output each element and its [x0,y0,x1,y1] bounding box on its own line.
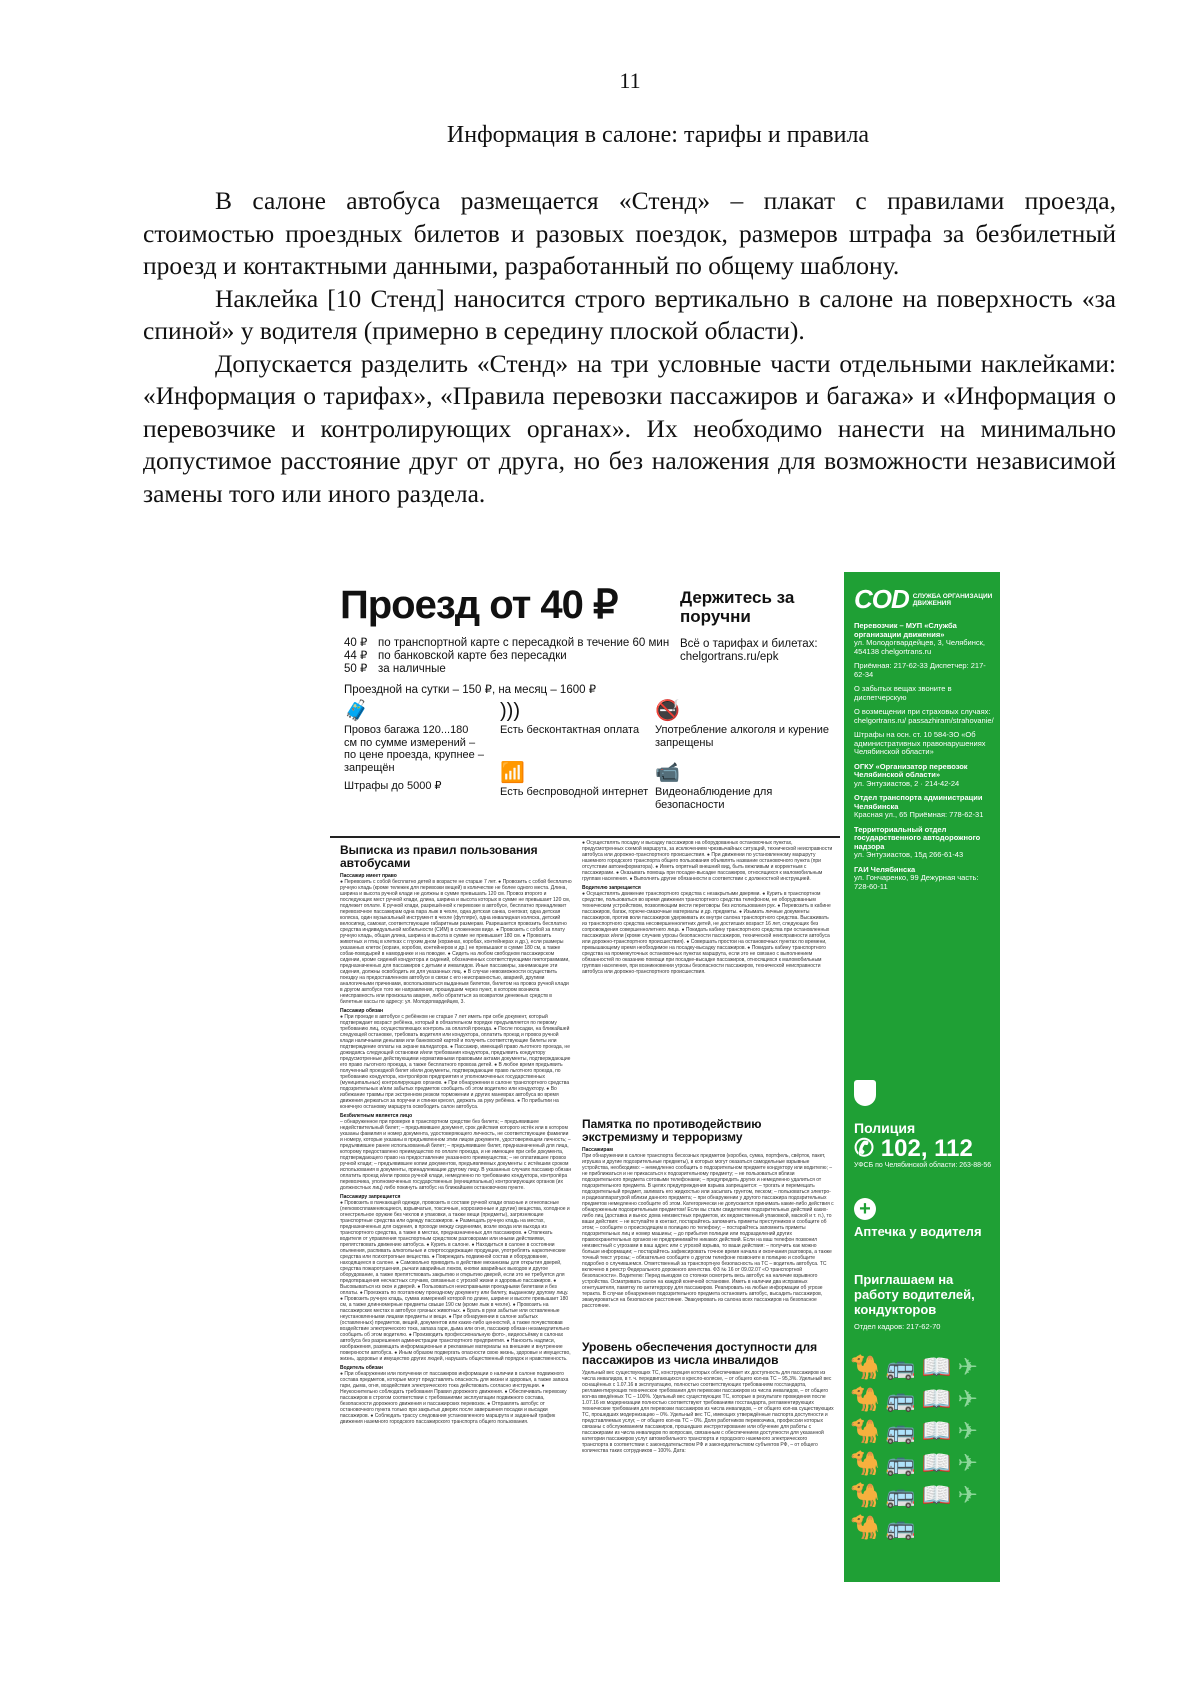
tariff-price: 44 ₽ [344,650,368,662]
paragraph: В салоне автобуса размещается «Стенд» – плакат с правилами проезда, стоимостью проездных билетов и разовых поездок, размеров штрафа за безбилетный проезд и контактными данными, разработанный по общему шаблону. [143,186,1116,280]
extremism-subhead: Пассажирам [582,1147,613,1153]
camera-icon: 📹 [655,762,680,784]
rules-text: ● При проезде в автобусе с ребёнком не старше 7 лет иметь при себе документ, который подтверждает возраст ребёнка, который в обязательном порядке предъявляется по первому требованию лиц, осуществляющих контроль за оплатой проезда. ● После посадки, на ближайшей следующей остановке, требовать водителя или кондуктора, оплатить проезд и провоз ручной клади наличными деньгами или банковской картой и получить соответствующие билеты или подтверждение оплаты на экране валидатора. ● Пассажир, имеющий право льготного проезда, не дожидаясь следующей остановки и/или требования кондуктора, предъявить кондуктору предусмотренные действующими нормативными правовыми актами документы, подтверждающие его право льготного проезда, а также бесплатного провоза детей. ● В любое время предъявить полученный проездной билет и/или документы, подтверждающие право льготного проезда, по требованию кондуктора, контролёров предприятия и уполномоченных государственных (муниципальных) контролирующих органов. ● При обнаружении в салоне транспортного средства подозрительных и/или забытых предметов сообщить об этом водителю или кондуктору. ● Во избежание травмы при экстренном резком торможении и других маневрах автобуса во время движения держаться за поручни и спинки кресел, держать за руку ребёнка. ● По прибытии на конечную остановку маршрута освободить салон автобуса. [340,1014,571,1110]
gai-address: ул. Гончаренко, 99 Дежурная часть: 728-60-11 [854,873,979,891]
wifi-text: Есть беспроводной интернет [500,786,649,798]
poster-image [330,572,1000,1582]
luggage-block [344,700,484,793]
body-text [143,185,1116,510]
tariff-price: 40 ₽ [344,637,368,649]
extremism-text: При обнаружении в салоне транспорта бесхозных предметов (коробка, сумка, портфель, свёрток, пакет, игрушка и другие подозрительные предметы), в которых могут оказаться самодельные взрывные устройства, необходимо: – немедленно сообщить о подозрительном предмете кондуктору или водителю; – не приближаться и не прикасаться к подозрительному предмету; – не пользоваться вблизи подозрительного предмета сотовыми телефонами; – предупредить других и немедленно удалиться от подозрительного предмета. В целях предупреждения взрыва запрещается: – трогать и перемещать подозрительный предмет, заливать его жидкостью или засыпать грунтом, песком; – пользоваться электро- и радиоаппаратурой вблизи данного предмета; – при обнаружении у другого пассажира подозрительных предметов немедленно сообщите об этом. Категорически не допускается принимать какие-либо действия с обнаруженным подозрительным предметом! Если вы стали свидетелем подозрительных действий каких-либо лиц (доставка и вынос дома неизвестных предметов, их ведомственный упаковкой, маской и т. п.), то ваши действия: – не вступайте в контакт, постарайтесь запомнить приметы преступников и сообщите об этом; – сообщите о происходящем в полицию по телефону; – постарайтесь запомнить приметы подозрительных лиц и номер машины; – до прибытия полиции или подразделений других правоохранительных органов не предпринимайте никаких действий. Если на ваш телефон позвонил неизвестный с угрозами в ваш адрес или с угрозой взрыва, то ваши действия: – получить как можно больше информации; – постарайтесь зафиксировать точное время начала и окончания разговора, а также точный текст угрозы; – обязательно сообщите о другом телефоне позвоните в полицию и сообщите подробно о случившемся. Ответственный за транспортную безопасность на ТС – водитель автобуса. ТС включено в реестр Федерального дорожного агентства. ФЗ № 16 от 09.02.07 «О транспортной безопасности». Водителю: Перед выездом со стоянки осмотреть весь автобус на наличие взрывного устройства. Осматривать салон на каждой конечной остановке. Иметь в наличии два исправных огнетушителя, памятку по антитеррору для пассажиров. Реагировать на любые информации об угрозе теракта. В случае обнаружения подозрительного предмета остановить автобус, высадить пассажиров, эвакуироваться на безопасное расстояние. Эвакуировать из салона всех пассажиров на безопасное расстояние. [582,1153,834,1309]
fines-text: Штрафы до 5000 ₽ [344,780,442,792]
logo-subtitle: СЛУЖБА ОРГАНИЗАЦИИ ДВИЖЕНИЯ [912,592,993,607]
divider [330,836,840,838]
accessibility-title: Уровень обеспечения доступности для пассажиров из числа инвалидов [582,1340,818,1367]
poster-title: Проезд от 40 ₽ [340,583,618,627]
contacts-text [854,622,994,897]
rules-subhead: Пассажир имеет право [340,873,397,879]
tariff-price: 50 ₽ [344,663,368,675]
tariff-row [344,663,674,676]
rules-subhead: Пассажиру запрещается [340,1194,401,1200]
wifi-icon: 📶 [500,762,525,784]
rules-title: Выписка из правил пользования автобусами [340,843,538,870]
dept-address: Красная ул., 65 Приёмная: 778-62-31 [854,810,984,819]
ogku-address: ул. Энтузиастов, 2 · 214-42-24 [854,778,960,788]
logo-mark: COD [854,584,909,614]
gai-name: ГАИ Челябинска [854,864,916,874]
fines-law: Штрафы на осн. ст. 10 584-ЗО «Об административных правонарушениях Челябинской области» [854,730,986,756]
alcohol-text: Употребление алкоголя и курение запрещены [655,724,829,749]
rules-text: ● Осуществлять движение транспортного средства с незакрытыми дверями. ● Курить в транспортном средстве, пользоваться во время движения транспортного средства телефоном, не оборудованным техническим устройством, позволяющим вести переговоры без использования рук. ● Перевозить в кабине пассажиров, багаж, горюче-смазочные материалы и др. предметы. ● Изымать личные документы пассажиров, против воли пассажиров удерживать их внутри салона транспортного средства. Высаживать из транспортного средства несовершеннолетних детей, не достигших возраст 16 лет, следующих без сопровождения совершеннолетнего лица. ● Покидать кабину транспортного средства при остановленных пассажирах и/или (кроме случаев угрозы безопасности пассажиров, технической неисправности автобуса или дорожно-транспортного происшествия). ● Совершать простои на остановочных пунктах по времени, превышающему время необходимое на посадку-высадку пассажиров. ● Покидать кабину транспортного средства на промежуточных остановочных пунктах маршрута, если это не связано с выполнением обязанностей по оказанию помощи при посадке-высадке пассажиров, относящихся к маломобильным группам населения, при возникновении угрозы безопасности пассажиров, технической неисправности автобуса или дорожно-транспортного происшествия. [582,891,831,975]
tariff-site: Всё о тарифах и билетах: chelgortrans.ru/epk [680,638,818,663]
firstaid-text: Аптечка у водителя [854,1224,982,1239]
rules-subhead: Безбилетным является лицо [340,1113,413,1119]
decorative-pattern-icon: 🐪🚌📖✈🐪🚌📖✈🐪🚌📖✈🐪🚌📖✈🐪🚌📖✈🐪🚌 [850,1354,984,1541]
rules-column [340,840,572,1580]
tad-name: Территориальный отдел государственного автодорожного надзора [854,824,981,851]
carrier-address: ул. Молодогвардейцев, 3, Челябинск, 454138 chelgortrans.ru [854,638,985,656]
police-block [854,1120,994,1170]
police-title: Полиция [854,1120,916,1136]
rules-text: ● При обнаружении или получении от пассажиров информации о наличии в салоне подвижного состава предметов, которые могут представлять опасность для жизни и здоровья, а также запаха гари, дыма, огня, воздействия электрического тока действовать согласно инструкции. ● Неукоснительно соблюдать требования Правил дорожного движения. ● Обеспечивать перевозку пассажиров в строгом соответствии с требованиями эксплуатации подвижного состава, безопасности дорожного движения и пассажирских перевозок. ● Отправлять автобус от остановочного пункта только при закрытых дверях после завершения посадки и высадки пассажиров. ● Соблюдать трассу следования установленного маршрута и заданный график движения наземного городского пассажирского транспорта общего пользования. [340,1371,569,1425]
tariff-row [344,650,674,663]
rules-text: ● Осуществлять посадку и высадку пассажиров на оборудованных остановочных пунктах, предусмотренных схемой маршрута, за исключением чрезвычайных ситуаций, технической неисправности автобуса или дорожно-транспортного происшествия. ● При движении по установленному маршруту наземного городского транспорта общего пользования объявлять название остановочного пункта (при отсутствии автоинформатора). ● Иметь опрятный внешний вид, быть вежливым и корректным с пассажирами. ● Оказывать помощь при посадке-высадке пассажиров, относящихся к маломобильным группам населения. ● Выполнять другие обязанности в соответствии с должностной инструкцией. [582,840,833,882]
tariff-row [344,637,674,650]
rules-text: – обнаруженное при проверке в транспортном средстве без билета; – предъявившее недействительный билет; – предъявившее документ, срок действия которого истёк или в котором указаны фамилия и номер документа, удостоверяющего личность, не соответствующие фамилии и номеру, которые указаны в предъявленном этим лицом документе, удостоверяющем личность; – предъявившее ранее использованный билет; – предъявившее билет, предназначенный для лица, которому предоставлено преимущество по оплате проезда, и не имеющее при себе документа, подтверждающего право на предоставление указанного преимущества; – не оплатившее провоз ручной клади; – предъявившее копии документов, предъявляемых документы с истёкшим сроком использования в документы, принадлежащие другому лицу. В указанных случаях пассажир обязан оплатить проезд и/или провоз ручной клади, немедленно по требованию кондуктора, контролёра перевозчика, уполномоченных государственных (муниципальных) контролирующих органов (их должностных лиц) либо покинуть автобус на ближайшем остановочном пункте. [340,1119,572,1191]
rules-text: ● Перевозить с собой бесплатно детей в возрасте не старше 7 лет. ● Провозить с собой бесплатно ручную кладь (кроме тележек для перевозки вещей) в количестве не более одного места. Длина, ширина и высота ручной клади не должны в сумме превышать 120 см. Провоз второго и последующих мест ручной клади, длина, ширина и высота которых в сумме не превышает 120 см, подлежит оплате. К ручной клади, разрешённой к перевозке в автобусе, бесплатно принадлежит перевозочное пассажирам одна пара лыж в чехле, одна детская санка, снегокат, одна детская коляска, один музыкальный инструмент в чехле (футляре), одна инвалидная коляска, детский велосипед, самокат, соответствующие габаритным размерам. Разрешается провозить бесплатно средства индивидуальной мобильности (СИМ) в сложенном виде. ● Провозить с собой за плату ручную кладь, общая длина, ширина и высота в сумме не превышает 180 см. ● Провозить животных и птиц в клетках с глухим дном (корзинах, коробах, контейнерах и др.), если размеры указанных клеток (корзин, коробов, контейнеров и др.) не превышают в сумме 180 см, а также собак-поводырей в наморднике и на поводке. ● Сидеть на любом свободном пассажирском сидении, кроме сидений кондуктора и сидений, обозначенных соответствующими пиктограммами, предназначенных для пассажиров с детьми и инвалидов. Иные пассажиры, занимающие эти сидения, должны освободить их для указанных лиц. ● В случае невозможности осуществить поездку на предоставленном автобусе в связи с его неисправностью, аварией, другими аналогичными причинами, воспользоваться выданным билетом, билетом на провоз ручной клади в другом автобусе того же направления, прошедшим через пункт, в котором возникла неисправность или произошла авария, либо обратиться за возвратом денежных средств в билетные кассы по адресу: ул. Молодогвардейцев, 3. [340,879,572,1005]
fsb-phone: УФСБ по Челябинской области: 263-88-56 [854,1162,992,1169]
contactless-icon: ))) [500,700,520,722]
city-emblem-icon [854,1080,876,1106]
extremism-section [582,1114,834,1332]
alcohol-block [655,700,835,749]
tad-address: ул. Энтузиастов, 15д 266-61-43 [854,850,964,859]
dept-name: Отдел транспорта администрации Челябинска [854,793,983,811]
accessibility-section [582,1337,834,1577]
daily-pass: Проездной на сутки – 150 ₽, на месяц – 1600 ₽ [344,684,597,696]
carrier-phones: Приёмная: 217-62-33 Диспетчер: 217-62-34 [854,661,986,679]
video-block [655,762,835,811]
extremism-title: Памятка по противодействию экстремизму и терроризму [582,1117,762,1144]
tariff-desc: по банковской карте без пересадки [378,650,567,662]
carrier-name: Перевозчик – МУП «Служба организации движения» [854,621,957,639]
rules-text: ● Провозить в пачкающей одежде, провозить в составе ручной клади опасные и огнеопасные (легковоспламеняющиеся, взрывчатые, токсичные, коррозионные и другие) вещества, холодное и огнестрельное оружие без чехлов и упаковки, а также вещи (предметы), загрязняющие транспортные средства или одежду пассажиров. ● Размещать ручную кладь на местах, предназначенных для сидения, в проходе между сидениями, возле входа или выхода из транспортного средства, а также в местах, предназначенных для пассажиров. ● Отвлекать водителя от управления транспортным средством разговорами или иными действиями, препятствовать движению автобуса. ● Курить в салоне. ● Находиться в салоне в состоянии опьянения, распивать алкогольные и спиртосодержащие продукции, употреблять наркотические средства или психотропные вещества. ● Повреждать подвижной состав и оборудование, находящееся в салоне. ● Самовольно приводить в действие механизмы для открытия дверей, средства пожаротушения, рычаги аварийных люков, кнопки аварийных выходов и другое оборудование, а также препятствовать закрытию и открытию дверей, если это не требуется для предотвращения несчастных случаев, связанных с угрозой жизни и здоровью пассажиров. ● Высовываться из окон и дверей. ● Пользоваться неисправными проездными билетами и без оплаты. ● Проезжать по поэтапному проездному документу или билету, выданному другому лицу. ● Провозить ручную кладь, сумма измерений которой по длине, ширине и высоте превышает 180 см, а также длинномерные предметы свыше 190 см (кроме лыж в чехле). ● Провозить на пассажирских местах в автобусе грязных животных. ● Брать в руки забытые или оставленные неустановленными лицами предметы и вещи. ● При обнаружении в салоне забытых (оставленных) предметов, вещей, документов или каких-либо ценностей, а также почувствовав воздействие электрического тока, запаха гари, дыма или огня, пассажир обязан незамедлительно сообщить об этом водителю. ● Производить профессиональную фото-, видеосъёмку в салонах автобуса без разрешения администрации транспортного предприятия. ● Наносить надписи, изображения, размещать информационные и рекламные материалы на внешние и внутренние поверхности автобуса. ● Иным образом подвергать опасности свою жизнь, здоровье и имущество, жизнь, здоровье и имущество других людей, нарушать общественный порядок и нравственность. [340,1200,571,1362]
wifi-block [500,762,650,799]
invite-text: Приглашаем на работу водителей, кондукторов [854,1272,975,1317]
rules-subhead: Пассажир обязан [340,1008,384,1014]
poster-left-area [330,572,840,1582]
rules-subhead: Водитель обязан [340,1365,383,1371]
ogku-name: ОГКУ «Организатор перевозок Челябинской области» [854,761,968,779]
contactless-block [500,700,650,737]
invite-phone: Отдел кадров: 217-62-70 [854,1322,941,1331]
cod-logo [854,584,1000,615]
lost-items: О забытых вещах звоните в диспетчерскую [854,684,952,702]
hold-rails-text: Держитесь за поручни [680,588,795,626]
firstaid-block [854,1198,994,1239]
tariff-desc: за наличные [378,663,446,675]
tariff-desc: по транспортной карте с пересадкой в течение 60 мин [378,637,670,649]
tariff-list [344,637,674,697]
no-alcohol-icon: 🚭 [655,700,680,722]
accessibility-text: Удельный вес существующих ТС, конструкция которых обеспечивает их доступность для пассажиров из числа инвалидов, в т. ч. передвигающихся в кресло-коляске, – от общего кол-ва ТС – 95,3%. Удельный вес оснащённых с 1.07.16 в эксплуатацию, полностью соответствующих требованиям госстандарта, регламентирующих техническое требования для перевозки пассажиров из числа инвалидов, – от общего кол-ва введённых ТС – 100%. Удельный вес существующих ТС, которые в результате проведения после 1.07.16 их модернизации полностью соответствуют требованиям госстандарта, регламентирующих технические требования для перевозки пассажиров из числа инвалидов, – от общего кол-ва существующих ТС, прошедших модернизацию – 0%. Удельный вес ТС, имеющих утверждённые паспорта доступности и представляемых услуг, – от общего кол-ва ТС – 0%. Доля работников перевозчика, профессии которых связаны с обслуживанием пассажиров, прошедших инструктирование или обучение для работы с пассажирами из числа инвалидов по вопросам, связанным с обеспечением доступности для указанной категории пассажиров услуг автомобильного транспорта и городского наземного электрического транспорта в соответствии с законодательством РФ и законодательством субъектов РФ, – от общего количества таких сотрудников – 100%. Дата: [582,1370,834,1454]
video-text: Видеонаблюдение для безопасности [655,786,773,811]
paragraph: Допускается разделить «Стенд» на три условные части отдельными наклейками: «Информация о тарифах», «Правила перевозки пассажиров и багажа» и «Информация о перевозчике и контролирующих органах». Их необходимо нанести на минимально допустимое расстояние друг от друга, но без наложения для возможности независимой замены того или иного раздела. [143,348,1116,508]
page-number: 11 [619,68,641,93]
job-invite [854,1272,994,1334]
rules-subhead: Водителю запрещается [582,885,641,891]
paragraph: Наклейка [10 Стенд] наносится строго вертикально в салоне на поверхность «за спиной» у водителя (примерно в середину плоской области). [143,283,1116,345]
first-aid-icon: + [854,1198,876,1220]
rules-column-2 [582,840,834,1112]
police-number: ✆ 102, 112 [854,1135,973,1162]
luggage-icon: 🧳 [344,700,369,722]
luggage-text: Провоз багажа 120...180 см по сумме измерений – по цене проезда, крупнее – запрещён [344,724,484,774]
contactless-text: Есть бесконтактная оплата [500,724,640,736]
contacts-panel [844,572,1000,1582]
insurance-info: О возмещении при страховых случаях: chelgortrans.ru/ passazhiram/strahovanie/ [854,707,994,725]
section-heading: Информация в салоне: тарифы и правила [446,122,870,148]
